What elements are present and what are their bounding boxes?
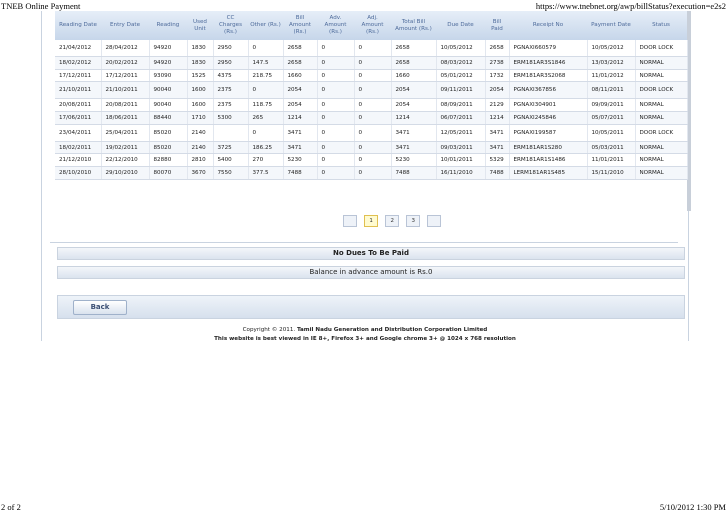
table-row — [55, 82, 687, 99]
table-cell: 05/07/2011 — [587, 112, 635, 125]
table-cell: 22/12/2010 — [101, 154, 149, 167]
table-cell: 1710 — [187, 112, 213, 125]
browser-note-text: This website is best viewed in IE 8+, Firefox 3+ and Google chrome 3+ @ 1024 x 768 resolution — [214, 336, 516, 342]
print-datetime: 5/10/2012 1:30 PM — [659, 502, 726, 512]
table-row — [55, 57, 687, 70]
col-header[interactable]: Used Unit — [187, 11, 213, 40]
table-row — [55, 40, 687, 57]
table-cell: 3471 — [485, 124, 509, 141]
table-cell: 2054 — [283, 99, 317, 112]
table-cell: 3471 — [283, 124, 317, 141]
col-header[interactable]: Due Date — [436, 11, 485, 40]
table-cell: 2658 — [485, 40, 509, 57]
table-cell: 17/12/2011 — [55, 69, 101, 82]
table-cell: 0 — [248, 124, 283, 141]
col-header[interactable]: Bill Paid — [485, 11, 509, 40]
table-cell: PGNAXI367856 — [509, 82, 587, 99]
table-cell: 3725 — [213, 141, 248, 154]
table-cell: 1525 — [187, 69, 213, 82]
col-header[interactable]: Adv. Amount (Rs.) — [317, 11, 354, 40]
table-cell: 20/02/2012 — [101, 57, 149, 70]
print-page-number: 2 of 2 — [1, 502, 21, 512]
table-row — [55, 141, 687, 154]
table-cell: 28/10/2010 — [55, 167, 101, 180]
table-cell: 0 — [354, 82, 391, 99]
table-cell: 94920 — [149, 57, 187, 70]
table-cell: 2950 — [213, 40, 248, 57]
table-cell: 09/09/2011 — [587, 99, 635, 112]
table-cell: 7550 — [213, 167, 248, 180]
table-cell: 2810 — [187, 154, 213, 167]
table-cell: 20/08/2011 — [101, 99, 149, 112]
table-cell: 85020 — [149, 124, 187, 141]
table-cell: 11/01/2011 — [587, 154, 635, 167]
table-cell: 0 — [354, 112, 391, 125]
table-cell: 17/06/2011 — [55, 112, 101, 125]
table-cell: 09/03/2011 — [436, 141, 485, 154]
table-cell: 88440 — [149, 112, 187, 125]
table-cell: NORMAL — [635, 57, 687, 70]
table-cell: NORMAL — [635, 112, 687, 125]
table-cell: 1660 — [283, 69, 317, 82]
table-cell: DOOR LOCK — [635, 40, 687, 57]
table-cell: 377.5 — [248, 167, 283, 180]
table-cell: 3471 — [391, 141, 436, 154]
table-cell: 7488 — [283, 167, 317, 180]
table-cell: PGNAXI245846 — [509, 112, 587, 125]
bill-status-panel — [41, 11, 689, 341]
table-cell: 5300 — [213, 112, 248, 125]
table-cell: 5329 — [485, 154, 509, 167]
table-cell: 0 — [248, 82, 283, 99]
page-button[interactable]: 3 — [406, 215, 420, 227]
table-cell: 90040 — [149, 99, 187, 112]
table-cell: 93090 — [149, 69, 187, 82]
table-row — [55, 124, 687, 141]
table-cell: 10/05/2012 — [587, 40, 635, 57]
table-cell: 1600 — [187, 99, 213, 112]
divider — [50, 242, 678, 243]
table-cell: 2375 — [213, 82, 248, 99]
back-panel — [57, 295, 685, 319]
table-cell: 29/10/2010 — [101, 167, 149, 180]
table-cell: 118.75 — [248, 99, 283, 112]
table-cell: 25/04/2011 — [101, 124, 149, 141]
table-cell: 3670 — [187, 167, 213, 180]
table-cell: 265 — [248, 112, 283, 125]
table-row — [55, 99, 687, 112]
table-cell: ERM181AR3S2068 — [509, 69, 587, 82]
table-cell: 1214 — [485, 112, 509, 125]
table-cell: 7488 — [391, 167, 436, 180]
table-cell: 10/01/2011 — [436, 154, 485, 167]
table-cell: 80070 — [149, 167, 187, 180]
table-cell: 2658 — [391, 40, 436, 57]
table-row — [55, 69, 687, 82]
col-header[interactable]: Total Bill Amount (Rs.) — [391, 11, 436, 40]
table-cell: 2140 — [187, 141, 213, 154]
table-cell: 1660 — [391, 69, 436, 82]
table-cell: 2054 — [391, 99, 436, 112]
col-header[interactable]: Entry Date — [101, 11, 149, 40]
table-cell: PGNAXI304901 — [509, 99, 587, 112]
table-cell: 4375 — [213, 69, 248, 82]
table-cell: 2140 — [187, 124, 213, 141]
table-cell: 2375 — [213, 99, 248, 112]
page-button[interactable]: 2 — [385, 215, 399, 227]
page-button[interactable]: 1 — [364, 215, 378, 227]
table-cell: 0 — [354, 154, 391, 167]
table-cell: 23/04/2011 — [55, 124, 101, 141]
col-header[interactable]: Receipt No — [509, 11, 587, 40]
table-cell: 2738 — [485, 57, 509, 70]
table-cell: 0 — [317, 141, 354, 154]
table-cell: 21/04/2012 — [55, 40, 101, 57]
no-dues-message: No Dues To Be Paid — [57, 247, 685, 260]
table-cell: 5230 — [391, 154, 436, 167]
col-header[interactable]: Reading Date — [55, 11, 101, 40]
table-cell: NORMAL — [635, 167, 687, 180]
table-cell: 0 — [354, 124, 391, 141]
col-header[interactable]: Payment Date — [587, 11, 635, 40]
table-cell: 2658 — [391, 57, 436, 70]
table-cell: 16/11/2010 — [436, 167, 485, 180]
table-cell: 2658 — [283, 57, 317, 70]
table-cell: 10/05/2011 — [587, 124, 635, 141]
table-cell: 05/01/2012 — [436, 69, 485, 82]
table-cell: 0 — [317, 167, 354, 180]
table-row — [55, 167, 687, 180]
table-cell: 270 — [248, 154, 283, 167]
table-cell: 08/09/2011 — [436, 99, 485, 112]
table-cell: 1830 — [187, 40, 213, 57]
table-cell: NORMAL — [635, 154, 687, 167]
table-cell: 147.5 — [248, 57, 283, 70]
col-header[interactable]: Adj. Amount (Rs.) — [354, 11, 391, 40]
table-cell: 186.25 — [248, 141, 283, 154]
table-cell: 19/02/2011 — [101, 141, 149, 154]
table-cell: 06/07/2011 — [436, 112, 485, 125]
table-cell: 15/11/2010 — [587, 167, 635, 180]
table-cell: 1214 — [283, 112, 317, 125]
table-cell: LERM181AR1S485 — [509, 167, 587, 180]
table-cell: 17/12/2011 — [101, 69, 149, 82]
table-cell: 7488 — [485, 167, 509, 180]
table-cell: 0 — [317, 99, 354, 112]
copyright-org: Tamil Nadu Generation and Distribution Corporation Limited — [296, 327, 488, 333]
table-cell: 2054 — [391, 82, 436, 99]
table-cell: 90040 — [149, 82, 187, 99]
table-cell: 20/08/2011 — [55, 99, 101, 112]
col-header[interactable]: Other (Rs.) — [248, 11, 283, 40]
table-cell: 0 — [354, 57, 391, 70]
table-cell: NORMAL — [635, 69, 687, 82]
table-cell: ERM181AR1S1486 — [509, 154, 587, 167]
table-cell: 21/10/2011 — [55, 82, 101, 99]
col-header[interactable]: Bill Amount (Rs.) — [283, 11, 317, 40]
table-cell: 10/05/2012 — [436, 40, 485, 57]
col-header[interactable]: Status — [635, 11, 687, 40]
table-cell: 0 — [354, 167, 391, 180]
table-cell: 18/06/2011 — [101, 112, 149, 125]
table-cell: 09/11/2011 — [436, 82, 485, 99]
scrollbar[interactable] — [687, 11, 691, 211]
table-cell: 0 — [317, 112, 354, 125]
table-cell: 18/02/2011 — [55, 141, 101, 154]
table-cell: PGNAXI199587 — [509, 124, 587, 141]
table-cell: 1214 — [391, 112, 436, 125]
table-row — [55, 112, 687, 125]
table-header-row — [55, 11, 687, 40]
table-cell: 0 — [248, 40, 283, 57]
table-cell: 3471 — [391, 124, 436, 141]
table-cell — [213, 124, 248, 141]
bill-history-table — [55, 11, 688, 180]
table-cell: DOOR LOCK — [635, 82, 687, 99]
table-cell: 0 — [317, 40, 354, 57]
table-cell: 0 — [317, 82, 354, 99]
table-cell: 0 — [317, 124, 354, 141]
table-cell: 3471 — [485, 141, 509, 154]
table-cell: 13/03/2012 — [587, 57, 635, 70]
table-cell: 218.75 — [248, 69, 283, 82]
copyright-prefix: Copyright © 2011. — [242, 327, 296, 333]
table-cell: 28/04/2012 — [101, 40, 149, 57]
col-header[interactable]: CC Charges (Rs.) — [213, 11, 248, 40]
table-cell: 11/01/2012 — [587, 69, 635, 82]
table-cell: 08/11/2011 — [587, 82, 635, 99]
table-cell: 2129 — [485, 99, 509, 112]
table-cell: 05/03/2011 — [587, 141, 635, 154]
print-title: TNEB Online Payment — [1, 1, 81, 11]
table-cell: 82880 — [149, 154, 187, 167]
table-cell: NORMAL — [635, 99, 687, 112]
table-cell: 3471 — [283, 141, 317, 154]
table-cell: 18/02/2012 — [55, 57, 101, 70]
table-cell: 21/12/2010 — [55, 154, 101, 167]
col-header[interactable]: Reading — [149, 11, 187, 40]
pager-last-button[interactable] — [427, 215, 441, 227]
table-cell: ERM181AR3S1846 — [509, 57, 587, 70]
table-cell: 2054 — [283, 82, 317, 99]
table-cell: 1600 — [187, 82, 213, 99]
table-cell: 0 — [354, 99, 391, 112]
back-button[interactable]: Back — [73, 300, 127, 315]
table-cell: NORMAL — [635, 141, 687, 154]
browser-note — [42, 336, 688, 342]
print-url: https://www.tnebnet.org/awp/billStatus?execution=e2s2 — [535, 1, 726, 11]
table-cell: ERM181AR1S280 — [509, 141, 587, 154]
table-cell: 0 — [317, 57, 354, 70]
table-cell: 94920 — [149, 40, 187, 57]
table-cell: 2054 — [485, 82, 509, 99]
table-cell: PGNAXI660579 — [509, 40, 587, 57]
advance-balance-message: Balance in advance amount is Rs.0 — [57, 266, 685, 279]
copyright-line — [42, 327, 688, 333]
table-cell: 5230 — [283, 154, 317, 167]
table-cell: 0 — [354, 141, 391, 154]
table-cell: 21/10/2011 — [101, 82, 149, 99]
pagination — [343, 215, 443, 234]
table-cell: 0 — [317, 154, 354, 167]
pager-first-button[interactable] — [343, 215, 357, 227]
table-row — [55, 154, 687, 167]
table-cell: 85020 — [149, 141, 187, 154]
table-cell: 0 — [317, 69, 354, 82]
table-cell: 0 — [354, 40, 391, 57]
table-cell: DOOR LOCK — [635, 124, 687, 141]
table-cell: 5400 — [213, 154, 248, 167]
table-cell: 12/05/2011 — [436, 124, 485, 141]
table-cell: 1830 — [187, 57, 213, 70]
table-cell: 0 — [354, 69, 391, 82]
table-cell: 2658 — [283, 40, 317, 57]
table-cell: 08/03/2012 — [436, 57, 485, 70]
table-cell: 1732 — [485, 69, 509, 82]
table-cell: 2950 — [213, 57, 248, 70]
